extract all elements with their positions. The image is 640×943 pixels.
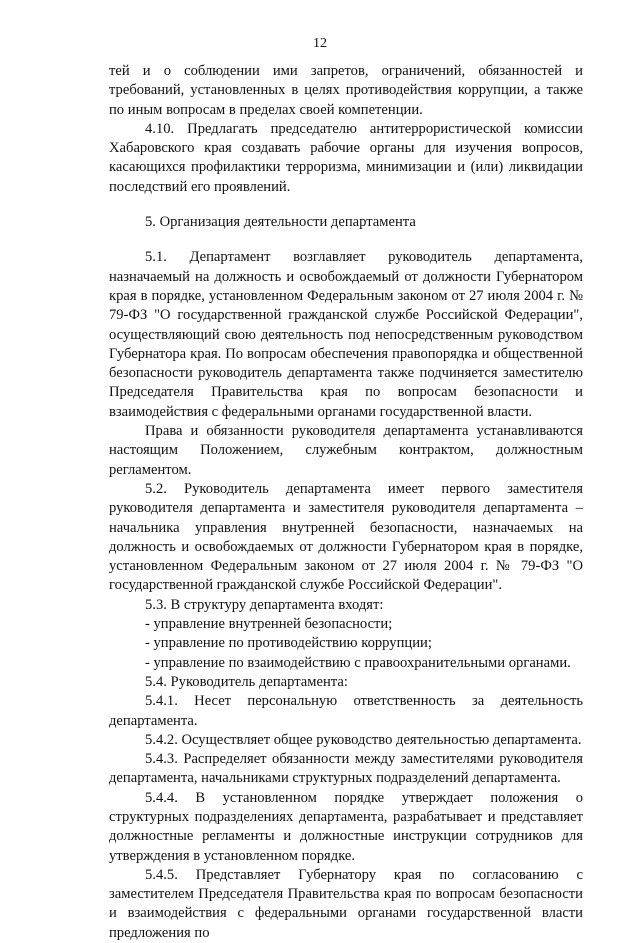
paragraph-rights-duties: Права и обязанности руководителя департамента устанавливаются настоящим Положением, служебным контрактом, должностным регламентом. bbox=[109, 423, 583, 478]
list-item: - управление по противодействию коррупции; bbox=[145, 635, 432, 652]
list-item: - управление по взаимодействию с правоохранительными органами. bbox=[145, 654, 571, 671]
paragraph-5-4-2: 5.4.2. Осуществляет общее руководство деятельностью департамента. bbox=[145, 731, 582, 748]
paragraph-5-4-4: 5.4.4. В установленном порядке утверждает положения о структурных подразделениях департамента, разрабатывает и представляет должностные регламенты и должностные инструкции сотрудников для утверждения в установленном порядке. bbox=[109, 789, 583, 864]
paragraph-5-4-1: 5.4.1. Несет персональную ответственность за деятельность департамента. bbox=[109, 693, 583, 729]
paragraph-5-4-3: 5.4.3. Распределяет обязанности между заместителями руководителя департамента, начальниками структурных подразделений департамента. bbox=[109, 751, 583, 787]
paragraph-5-4: 5.4. Руководитель департамента: bbox=[145, 673, 348, 690]
paragraph-5-2: 5.2. Руководитель департамента имеет первого заместителя руководителя департамента и заместителя руководителя департамента – начальника управления внутренней безопасности, назначаемых на должность и освобождаемых от должности Губернатором края в порядке, установленном Федеральным законом от 27 июля 2004 г. № 79-ФЗ "О государственной гражданской службе Российской Федерации". bbox=[109, 480, 583, 594]
paragraph-continuation: тей и о соблюдении ими запретов, ограничений, обязанностей и требований, установленных в целях противодействия коррупции, а также по иным вопросам в пределах своей компетенции. bbox=[109, 63, 583, 118]
section-heading-5: 5. Организация деятельности департамента bbox=[145, 214, 416, 231]
paragraph-5-4-5: 5.4.5. Представляет Губернатору края по согласованию с заместителем Председателя Правительства края по вопросам безопасности и взаимодействия с федеральными органами государственной власти предложения по bbox=[109, 866, 583, 941]
list-item: - управление внутренней безопасности; bbox=[145, 616, 393, 633]
paragraph-4-10: 4.10. Предлагать председателю антитеррористической комиссии Хабаровского края создавать рабочие органы для изучения вопросов, касающихся профилактики терроризма, минимизации и (или) ликвидации последствий его проявлений. bbox=[109, 120, 583, 195]
document-body bbox=[109, 62, 583, 943]
paragraph-5-3: 5.3. В структуру департамента входят: bbox=[145, 596, 384, 613]
page-number: 12 bbox=[313, 36, 327, 51]
paragraph-5-1: 5.1. Департамент возглавляет руководитель департамента, назначаемый на должность и освобождаемый от должности Губернатором края в порядке, установленном Федеральным законом от 27 июля 2004 г. № 79-ФЗ "О государственной гражданской службе Российской Федерации", осуществляющий свою деятельность под непосредственным руководством Губернатора края. По вопросам обеспечения правопорядка и общественной безопасности руководитель департамента также подчиняется заместителю Председателя Правительства края по вопросам безопасности и взаимодействия с федеральными органами государственной власти. bbox=[109, 249, 583, 420]
